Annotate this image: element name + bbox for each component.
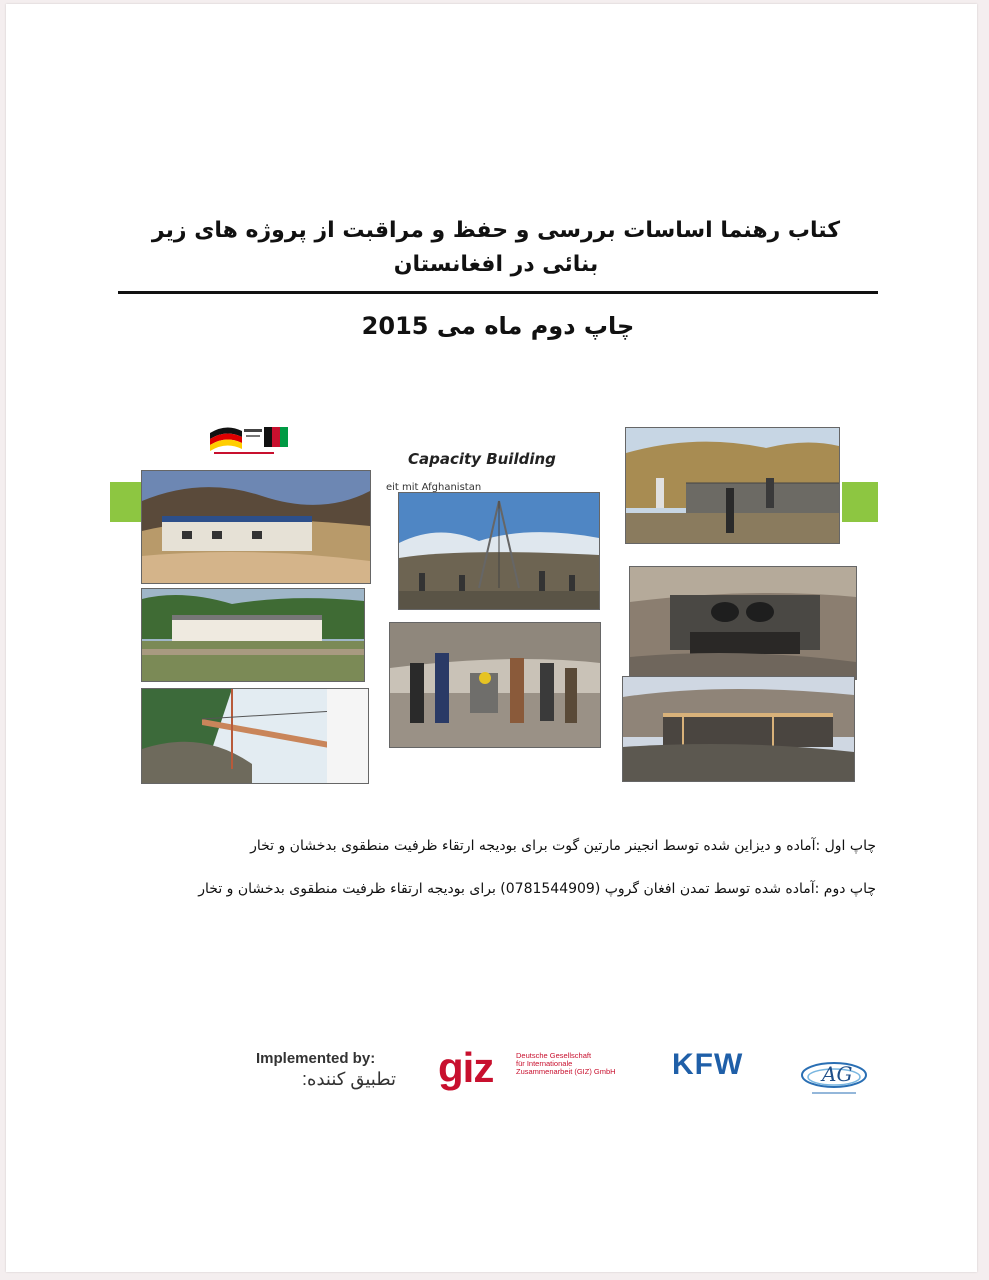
school-building-photo [141,588,365,682]
implemented-by-label [256,1050,406,1090]
implemented-by-en: Implemented by: [256,1050,376,1067]
afghan-group-logo [798,1049,870,1097]
foundation-construction-photo [622,676,855,782]
water-well-drilling-photo [398,492,600,610]
giz-name-line-1: Deutsche Gesellschaft [516,1051,592,1060]
document-title: کتاب رهنما اساسات بررسی و حفظ و مراقبت از پروژه های زیر بنائی در افغانستان [151,218,841,277]
culvert-photo [629,566,857,680]
green-bar-right [842,482,878,522]
suspension-bridge-photo [141,688,369,784]
capacity-building-heading: Capacity Building [408,450,556,468]
first-edition-credit: چاپ اول :آماده و دیزاین شده توسط انجینر مارتین گوت برای بودیجه ارتقاء ظرفیت منطقوی بدخشان و تخار [250,838,876,854]
implemented-by-fa: تطبیق کننده: [302,1069,396,1089]
cooperation-flags-logo [206,419,301,455]
giz-full-name [516,1052,656,1076]
building-hills-photo [141,470,371,584]
collage-subheading: eit mit Afghanistan [386,482,482,493]
edition-subtitle: چاپ دوم ماه می 2015 [361,312,635,340]
second-edition-credit: چاپ دوم :آماده شده توسط تمدن افغان گروپ (0781544909) برای بودیجه ارتقاء ظرفیت منطقوی بدخشان و تخار [198,881,876,897]
giz-logo [438,1044,648,1092]
stone-wall-photo [625,427,840,544]
document-page [6,4,977,1272]
cover-collage [6,4,977,804]
giz-name-line-3: Zusammenarbeit (GIZ) GmbH [516,1067,616,1076]
kfw-logo: KFW [672,1048,744,1081]
giz-name-line-2: für Internationale [516,1059,573,1068]
svg-text:AG: AG [822,1062,853,1086]
giz-wordmark: giz [438,1044,494,1091]
hand-pump-photo [389,622,601,748]
